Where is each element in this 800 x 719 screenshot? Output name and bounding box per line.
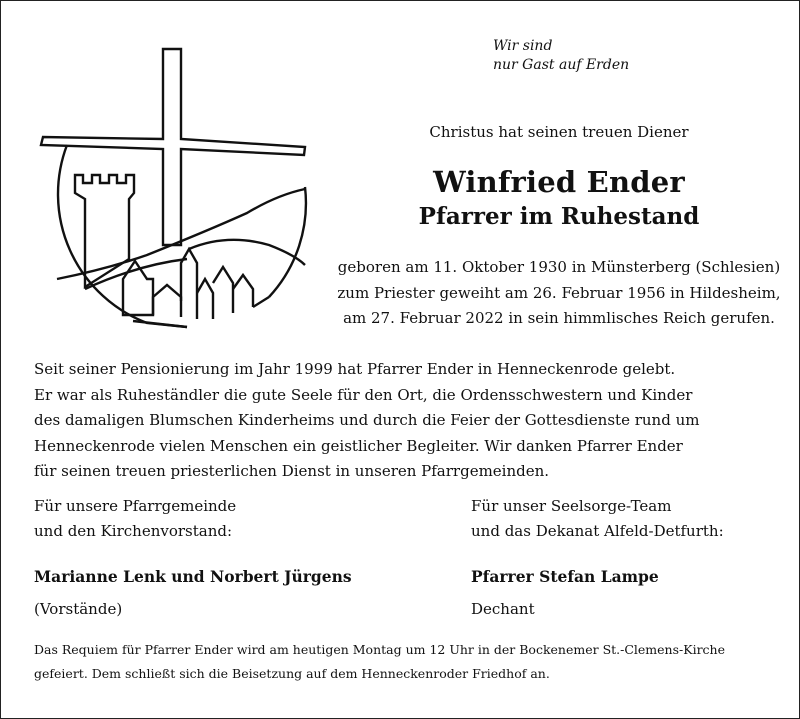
requiem-line: Das Requiem für Pfarrer Ender wird am heutigen Montag um 12 Uhr in der Bockenemer St.-Clemens-Kirche (34, 642, 726, 657)
requiem-notice (34, 638, 784, 686)
left-signature (34, 564, 352, 622)
tribute-line: für seinen treuen priesterlichen Dienst in unseren Pfarrgemeinden. (34, 462, 550, 480)
date-birth: geboren am 11. Oktober 1930 in Münsterberg (Schlesien) (337, 258, 781, 276)
tribute-line: Er war als Ruheständler die gute Seele für den Ort, die Ordensschwestern und Kinder (34, 385, 693, 404)
tribute-line: des damaligen Blumschen Kinderheims und durch die Feier der Gottesdienste rund um (34, 411, 700, 429)
tribute-line: Henneckenrode vielen Menschen ein geistlicher Begleiter. Wir danken Pfarrer Ender (34, 436, 683, 455)
deceased-title: Pfarrer im Ruhestand (418, 203, 700, 230)
right-signature (471, 564, 659, 622)
tribute-line: Seit seiner Pensionierung im Jahr 1999 hat Pfarrer Ender in Henneckenrode gelebt. (34, 360, 676, 378)
right-signatory-role: Dechant (471, 600, 535, 618)
cross-castle-emblem-icon (37, 45, 317, 335)
requiem-line: gefeiert. Dem schließt sich die Beisetzung auf dem Henneckenroder Friedhof an. (34, 666, 550, 681)
motto-line-2: nur Gast auf Erden (493, 57, 630, 73)
left-signatory-name: Marianne Lenk und Norbert Jürgens (34, 567, 352, 586)
left-signatory-role: (Vorstände) (34, 600, 123, 618)
left-group-line-2: und den Kirchenvorstand: (34, 522, 233, 540)
life-dates (331, 255, 787, 332)
left-group-label (34, 494, 236, 544)
motto-line-1: Wir sind (493, 38, 553, 54)
right-signatory-name: Pfarrer Stefan Lampe (471, 567, 659, 586)
right-group-line-1: Für unser Seelsorge-Team (471, 497, 672, 515)
deceased-name: Winfried Ender (433, 165, 685, 199)
left-group-line-1: Für unsere Pfarrgemeinde (34, 497, 237, 515)
tribute-paragraph (34, 357, 784, 485)
motto (493, 37, 629, 75)
right-group-label (471, 494, 724, 544)
right-group-line-2: und das Dekanat Alfeld-Detfurth: (471, 522, 724, 540)
date-death: am 27. Februar 2022 in sein himmlisches Reich gerufen. (343, 309, 775, 327)
date-ordination: zum Priester geweiht am 26. Februar 1956 in Hildesheim, (337, 283, 781, 302)
intro-text: Christus hat seinen treuen Diener (429, 123, 689, 141)
